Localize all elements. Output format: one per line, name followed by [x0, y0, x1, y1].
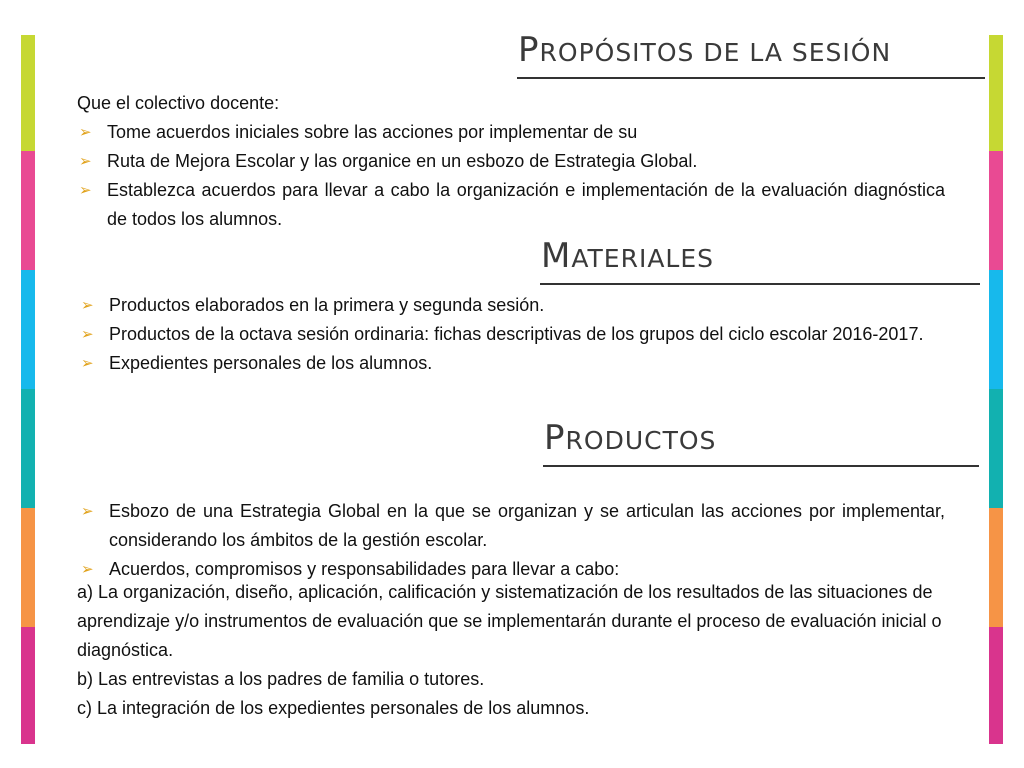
heading-initial: P — [544, 418, 566, 458]
materiales-heading — [541, 236, 714, 276]
stripe-segment — [21, 627, 35, 744]
stripe-segment — [21, 35, 35, 151]
list-item — [77, 176, 945, 234]
arrow-bullet-icon: ➢ — [79, 182, 92, 199]
propositos-intro: Que el colectivo docente: — [77, 93, 280, 113]
heading-rest: ROPÓSITOS DE LA SESIÓN — [539, 38, 892, 67]
productos-underline — [543, 465, 979, 467]
detail-paragraph: b) Las entrevistas a los padres de familia o tutores. — [77, 669, 485, 689]
propositos-section — [77, 89, 945, 234]
stripe-segment — [989, 627, 1003, 744]
list-item — [77, 147, 945, 176]
stripe-segment — [989, 508, 1003, 627]
list-item-text: Esbozo de una Estrategia Global en la que se organizan y se articulan las acciones por implementar, considerando los ámbitos de la gestión escolar. — [109, 501, 945, 550]
list-item — [79, 320, 945, 349]
heading-rest: ATERIALES — [571, 244, 715, 273]
arrow-bullet-icon: ➢ — [81, 326, 94, 343]
detail-paragraph: c) La integración de los expedientes personales de los alumnos. — [77, 698, 590, 718]
list-item-text: Productos elaborados en la primera y segunda sesión. — [109, 295, 545, 315]
list-item-text: Ruta de Mejora Escolar y las organice en un esbozo de Estrategia Global. — [107, 151, 698, 171]
list-item-text: Acuerdos, compromisos y responsabilidades para llevar a cabo: — [109, 559, 620, 579]
heading-rest: RODUCTOS — [565, 426, 717, 455]
productos-details — [77, 578, 945, 723]
productos-heading — [544, 418, 716, 458]
arrow-bullet-icon: ➢ — [79, 124, 92, 141]
list-item — [79, 291, 945, 320]
materiales-underline — [540, 283, 980, 285]
arrow-bullet-icon: ➢ — [79, 153, 92, 170]
list-item — [79, 349, 945, 378]
materiales-section — [79, 291, 945, 378]
arrow-bullet-icon: ➢ — [81, 355, 94, 372]
heading-initial: M — [541, 236, 572, 276]
stripe-segment — [21, 270, 35, 389]
detail-paragraph: a) La organización, diseño, aplicación, calificación y sistematización de los resultados de las situaciones de aprendizaje y/o instrumentos de evaluación que se implementarán durante el proceso de evaluación inicial o diagnóstica. — [77, 582, 942, 660]
arrow-bullet-icon: ➢ — [81, 503, 94, 520]
list-item — [77, 118, 945, 147]
propositos-underline — [517, 77, 985, 79]
propositos-heading — [518, 30, 891, 70]
stripe-segment — [989, 35, 1003, 151]
stripe-segment — [21, 508, 35, 627]
arrow-bullet-icon: ➢ — [81, 561, 94, 578]
productos-section — [79, 497, 945, 584]
list-item-text: Establezca acuerdos para llevar a cabo la organización e implementación de la evaluación diagnóstica de todos los alumnos. — [107, 180, 945, 229]
stripe-segment — [989, 389, 1003, 508]
stripe-segment — [989, 151, 1003, 270]
list-item-text: Productos de la octava sesión ordinaria: fichas descriptivas de los grupos del ciclo escolar 2016-2017. — [109, 324, 924, 344]
stripe-segment — [21, 389, 35, 508]
stripe-segment — [21, 151, 35, 270]
arrow-bullet-icon: ➢ — [81, 297, 94, 314]
stripe-segment — [989, 270, 1003, 389]
list-item-text: Expedientes personales de los alumnos. — [109, 353, 433, 373]
heading-initial: P — [518, 30, 540, 70]
list-item-text: Tome acuerdos iniciales sobre las acciones por implementar de su — [107, 122, 638, 142]
list-item — [79, 497, 945, 555]
